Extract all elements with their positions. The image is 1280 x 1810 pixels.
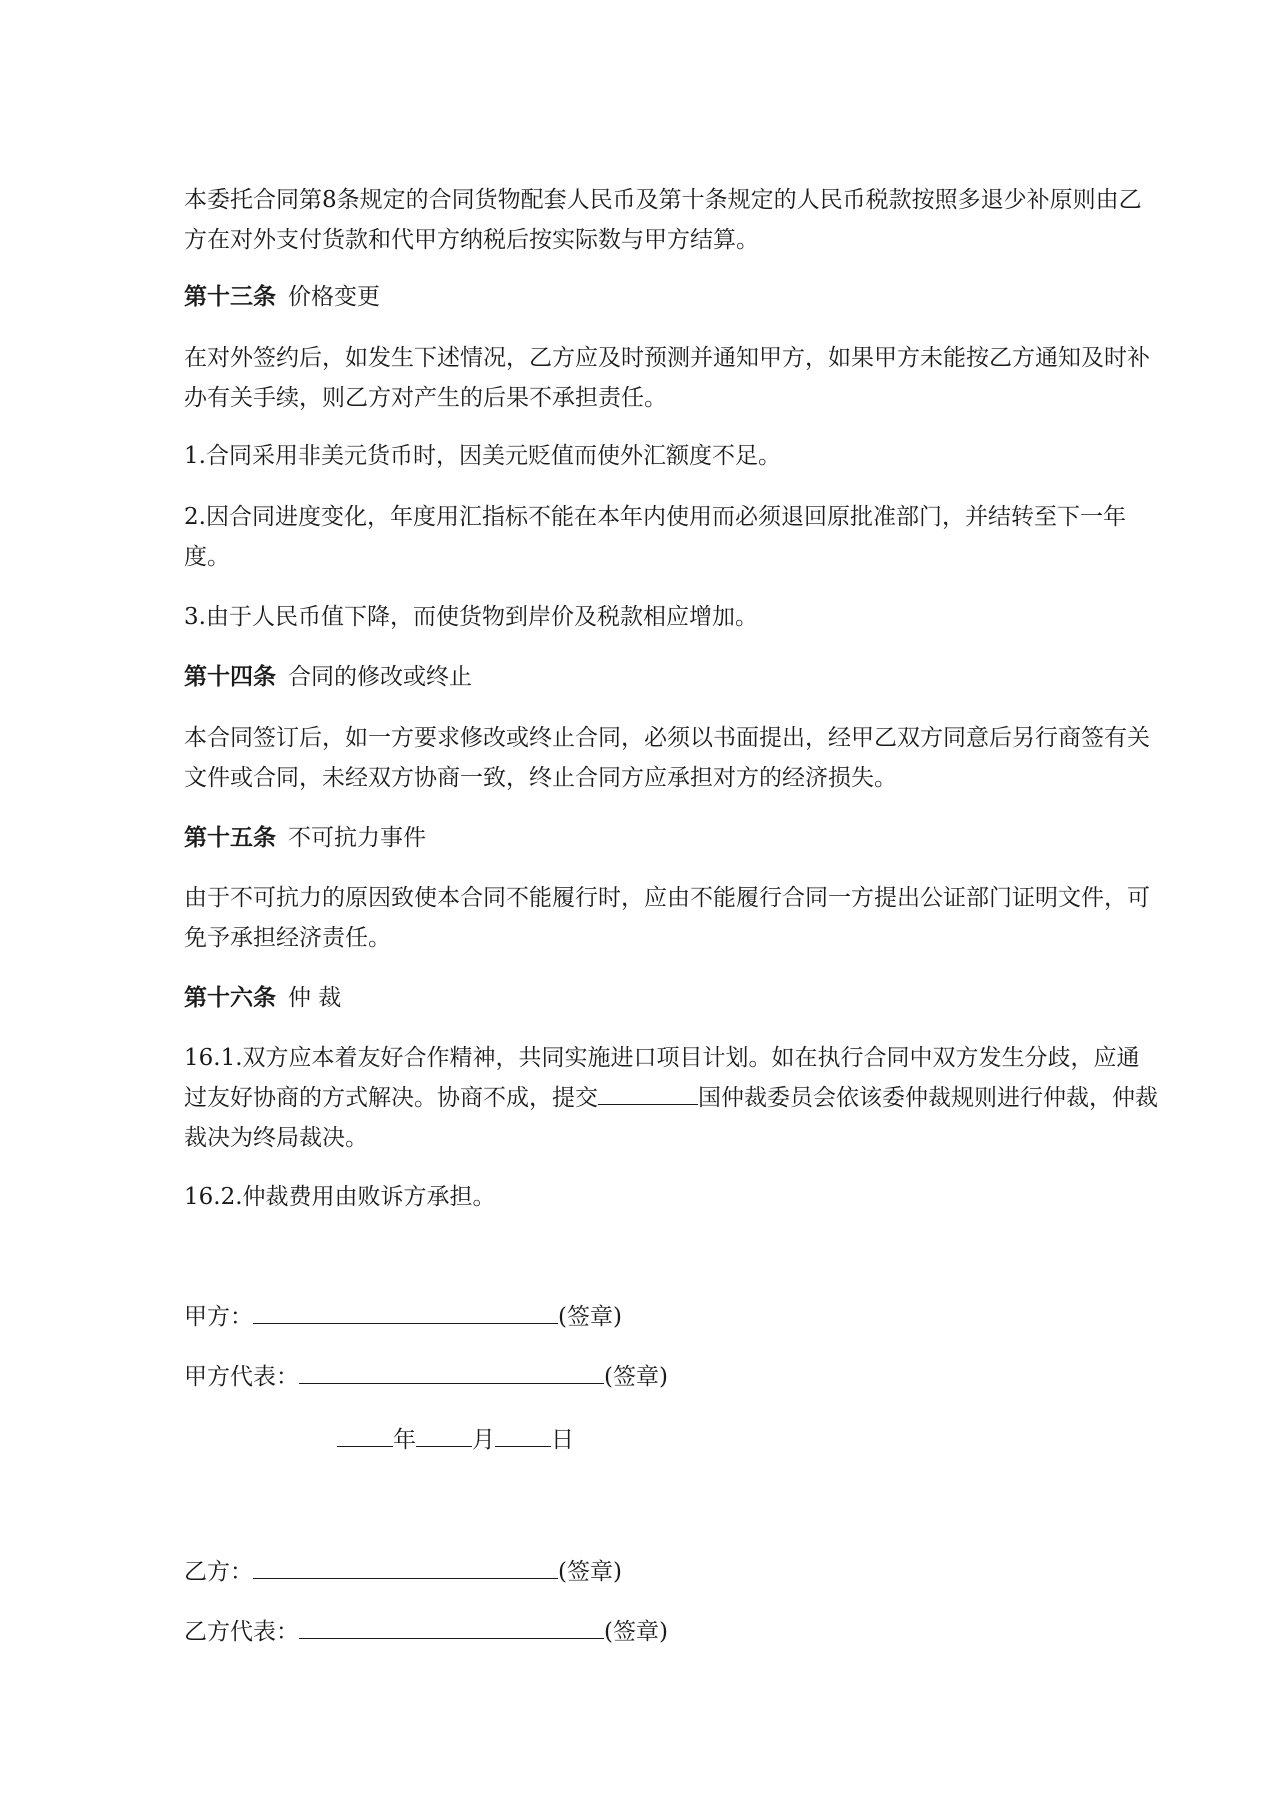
party-a-rep-label: 甲方代表： bbox=[184, 1364, 299, 1390]
article-16-body bbox=[184, 1038, 1159, 1158]
party-b-rep-seal-suffix: (签章) bbox=[604, 1619, 668, 1645]
year-blank bbox=[337, 1420, 393, 1447]
party-a-signature-blank bbox=[253, 1297, 558, 1324]
article-16-body-part-1: 16.1.双方应本着友好合作精神，共同实施进口项目计划。如在执行合同中双方发生分歧，应通过友好协商的方式解决。协商不成，提交 bbox=[184, 1045, 1140, 1111]
article-15-body: 由于不可抗力的原因致使本合同不能履行时，应由不能履行合同一方提出公证部门证明文件，可免予承担经济责任。 bbox=[184, 885, 1150, 951]
party-b-rep-label: 乙方代表： bbox=[184, 1619, 299, 1645]
month-blank bbox=[416, 1420, 472, 1447]
party-b-rep-signature-blank bbox=[299, 1612, 604, 1639]
article-13-item-1: 1.合同采用非美元货币时，因美元贬值而使外汇额度不足。 bbox=[184, 443, 781, 469]
article-16-body-part-2: 国仲裁委员会依该委仲裁规则进行仲裁，仲裁裁决为终局裁决。 bbox=[184, 1085, 1158, 1151]
article-16-number: 第十六条 bbox=[184, 984, 276, 1011]
party-b-seal-suffix: (签章) bbox=[558, 1559, 622, 1585]
article-15-title: 不可抗力事件 bbox=[288, 825, 426, 851]
article-15-number: 第十五条 bbox=[184, 824, 276, 851]
party-a-label: 甲方： bbox=[184, 1304, 253, 1330]
party-b-signature-line bbox=[184, 1552, 622, 1592]
article-16-title: 仲 裁 bbox=[288, 985, 342, 1011]
article-16-item-2: 16.2.仲裁费用由败诉方承担。 bbox=[184, 1184, 496, 1210]
day-label: 日 bbox=[551, 1427, 574, 1453]
article-14-title: 合同的修改或终止 bbox=[288, 664, 472, 690]
article-13-heading bbox=[184, 277, 1159, 317]
party-a-signature-line bbox=[184, 1297, 622, 1337]
article-13-title: 价格变更 bbox=[288, 284, 380, 310]
article-14-heading bbox=[184, 657, 1159, 697]
article-14-body: 本合同签订后，如一方要求修改或终止合同，必须以书面提出，经甲乙双方同意后另行商签有关文件或合同，未经双方协商一致，终止合同方应承担对方的经济损失。 bbox=[184, 725, 1150, 791]
article-13-item-3: 3.由于人民币值下降，而使货物到岸价及税款相应增加。 bbox=[184, 604, 758, 630]
year-label: 年 bbox=[393, 1427, 416, 1453]
party-b-signature-blank bbox=[253, 1552, 558, 1579]
party-b-rep-signature-line bbox=[184, 1612, 668, 1652]
article-14-number: 第十四条 bbox=[184, 663, 276, 690]
party-a-rep-signature-line bbox=[184, 1357, 668, 1397]
party-a-date-line bbox=[337, 1420, 574, 1460]
article-16-heading bbox=[184, 978, 1159, 1018]
article-13-number: 第十三条 bbox=[184, 283, 276, 310]
intro-paragraph: 本委托合同第8条规定的合同货物配套人民币及第十条规定的人民币税款按照多退少补原则由乙方在对外支付货款和代甲方纳税后按实际数与甲方结算。 bbox=[184, 187, 1142, 253]
party-a-rep-signature-blank bbox=[299, 1357, 604, 1384]
month-label: 月 bbox=[472, 1427, 495, 1453]
party-b-label: 乙方： bbox=[184, 1559, 253, 1585]
article-15-heading bbox=[184, 818, 1159, 858]
party-a-seal-suffix: (签章) bbox=[558, 1304, 622, 1330]
article-13-item-2: 2.因合同进度变化，年度用汇指标不能在本年内使用而必须退回原批准部门，并结转至下一年度。 bbox=[184, 504, 1126, 570]
party-a-rep-seal-suffix: (签章) bbox=[604, 1364, 668, 1390]
day-blank bbox=[495, 1420, 551, 1447]
article-13-body: 在对外签约后，如发生下述情况，乙方应及时预测并通知甲方，如果甲方未能按乙方通知及时补办有关手续，则乙方对产生的后果不承担责任。 bbox=[184, 345, 1150, 411]
arbitration-country-blank bbox=[598, 1082, 698, 1105]
